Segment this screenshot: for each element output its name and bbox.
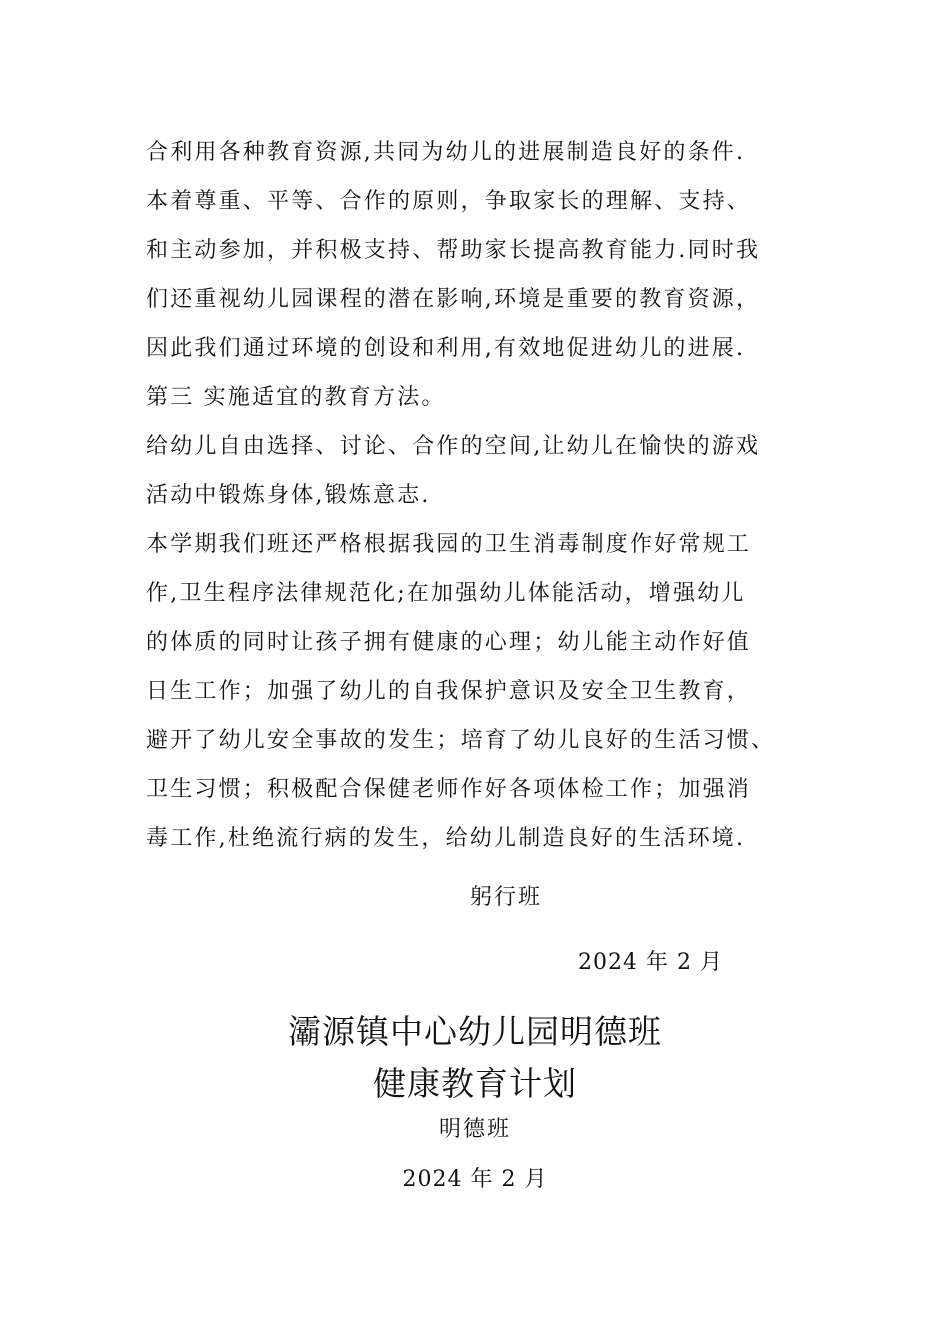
body-line: 毒工作,杜绝流行病的发生，给幼儿制造良好的生活环境.: [146, 826, 746, 851]
cover-date: 2024 年 2 月: [402, 1167, 548, 1192]
body-line: 本学期我们班还严格根据我园的卫生消毒制度作好常规工: [146, 532, 752, 557]
body-line: 日生工作；加强了幼儿的自我保护意识及安全卫生教育，: [146, 679, 752, 704]
body-line: 本着尊重、平等、合作的原则，争取家长的理解、支持、: [146, 189, 752, 214]
body-line: 合利用各种教育资源,共同为幼儿的进展制造良好的条件.: [146, 140, 746, 165]
body-line: 的体质的同时让孩子拥有健康的心理；幼儿能主动作好值: [146, 630, 752, 655]
cover-class-name: 明德班: [438, 1117, 511, 1142]
cover-title-line2: 健康教育计划: [373, 1064, 577, 1103]
body-line: 避开了幼儿安全事故的发生；培育了幼儿良好的生活习惯、: [146, 728, 776, 753]
document-date: 2024 年 2 月: [578, 950, 723, 975]
section-heading: 第三 实施适宜的教育方法。: [146, 385, 446, 410]
cover-title-line1: 灞源镇中心幼儿园明德班: [288, 1012, 662, 1051]
body-line: 活动中锻炼身体,锻炼意志.: [146, 483, 431, 508]
body-line: 卫生习惯；积极配合保健老师作好各项体检工作；加强消: [146, 777, 752, 802]
body-line: 作,卫生程序法律规范化;在加强幼儿体能活动，增强幼儿: [146, 581, 746, 606]
body-line: 因此我们通过环境的创设和利用,有效地促进幼儿的进展.: [146, 336, 746, 361]
body-text: [146, 128, 806, 863]
signature: 躬行班: [470, 885, 543, 910]
body-line: 给幼儿自由选择、讨论、合作的空间,让幼儿在愉快的游戏: [146, 434, 761, 459]
body-line: 们还重视幼儿园课程的潜在影响,环境是重要的教育资源，: [146, 287, 761, 312]
body-line: 和主动参加，并积极支持、帮助家长提高教育能力.同时我: [146, 238, 761, 263]
